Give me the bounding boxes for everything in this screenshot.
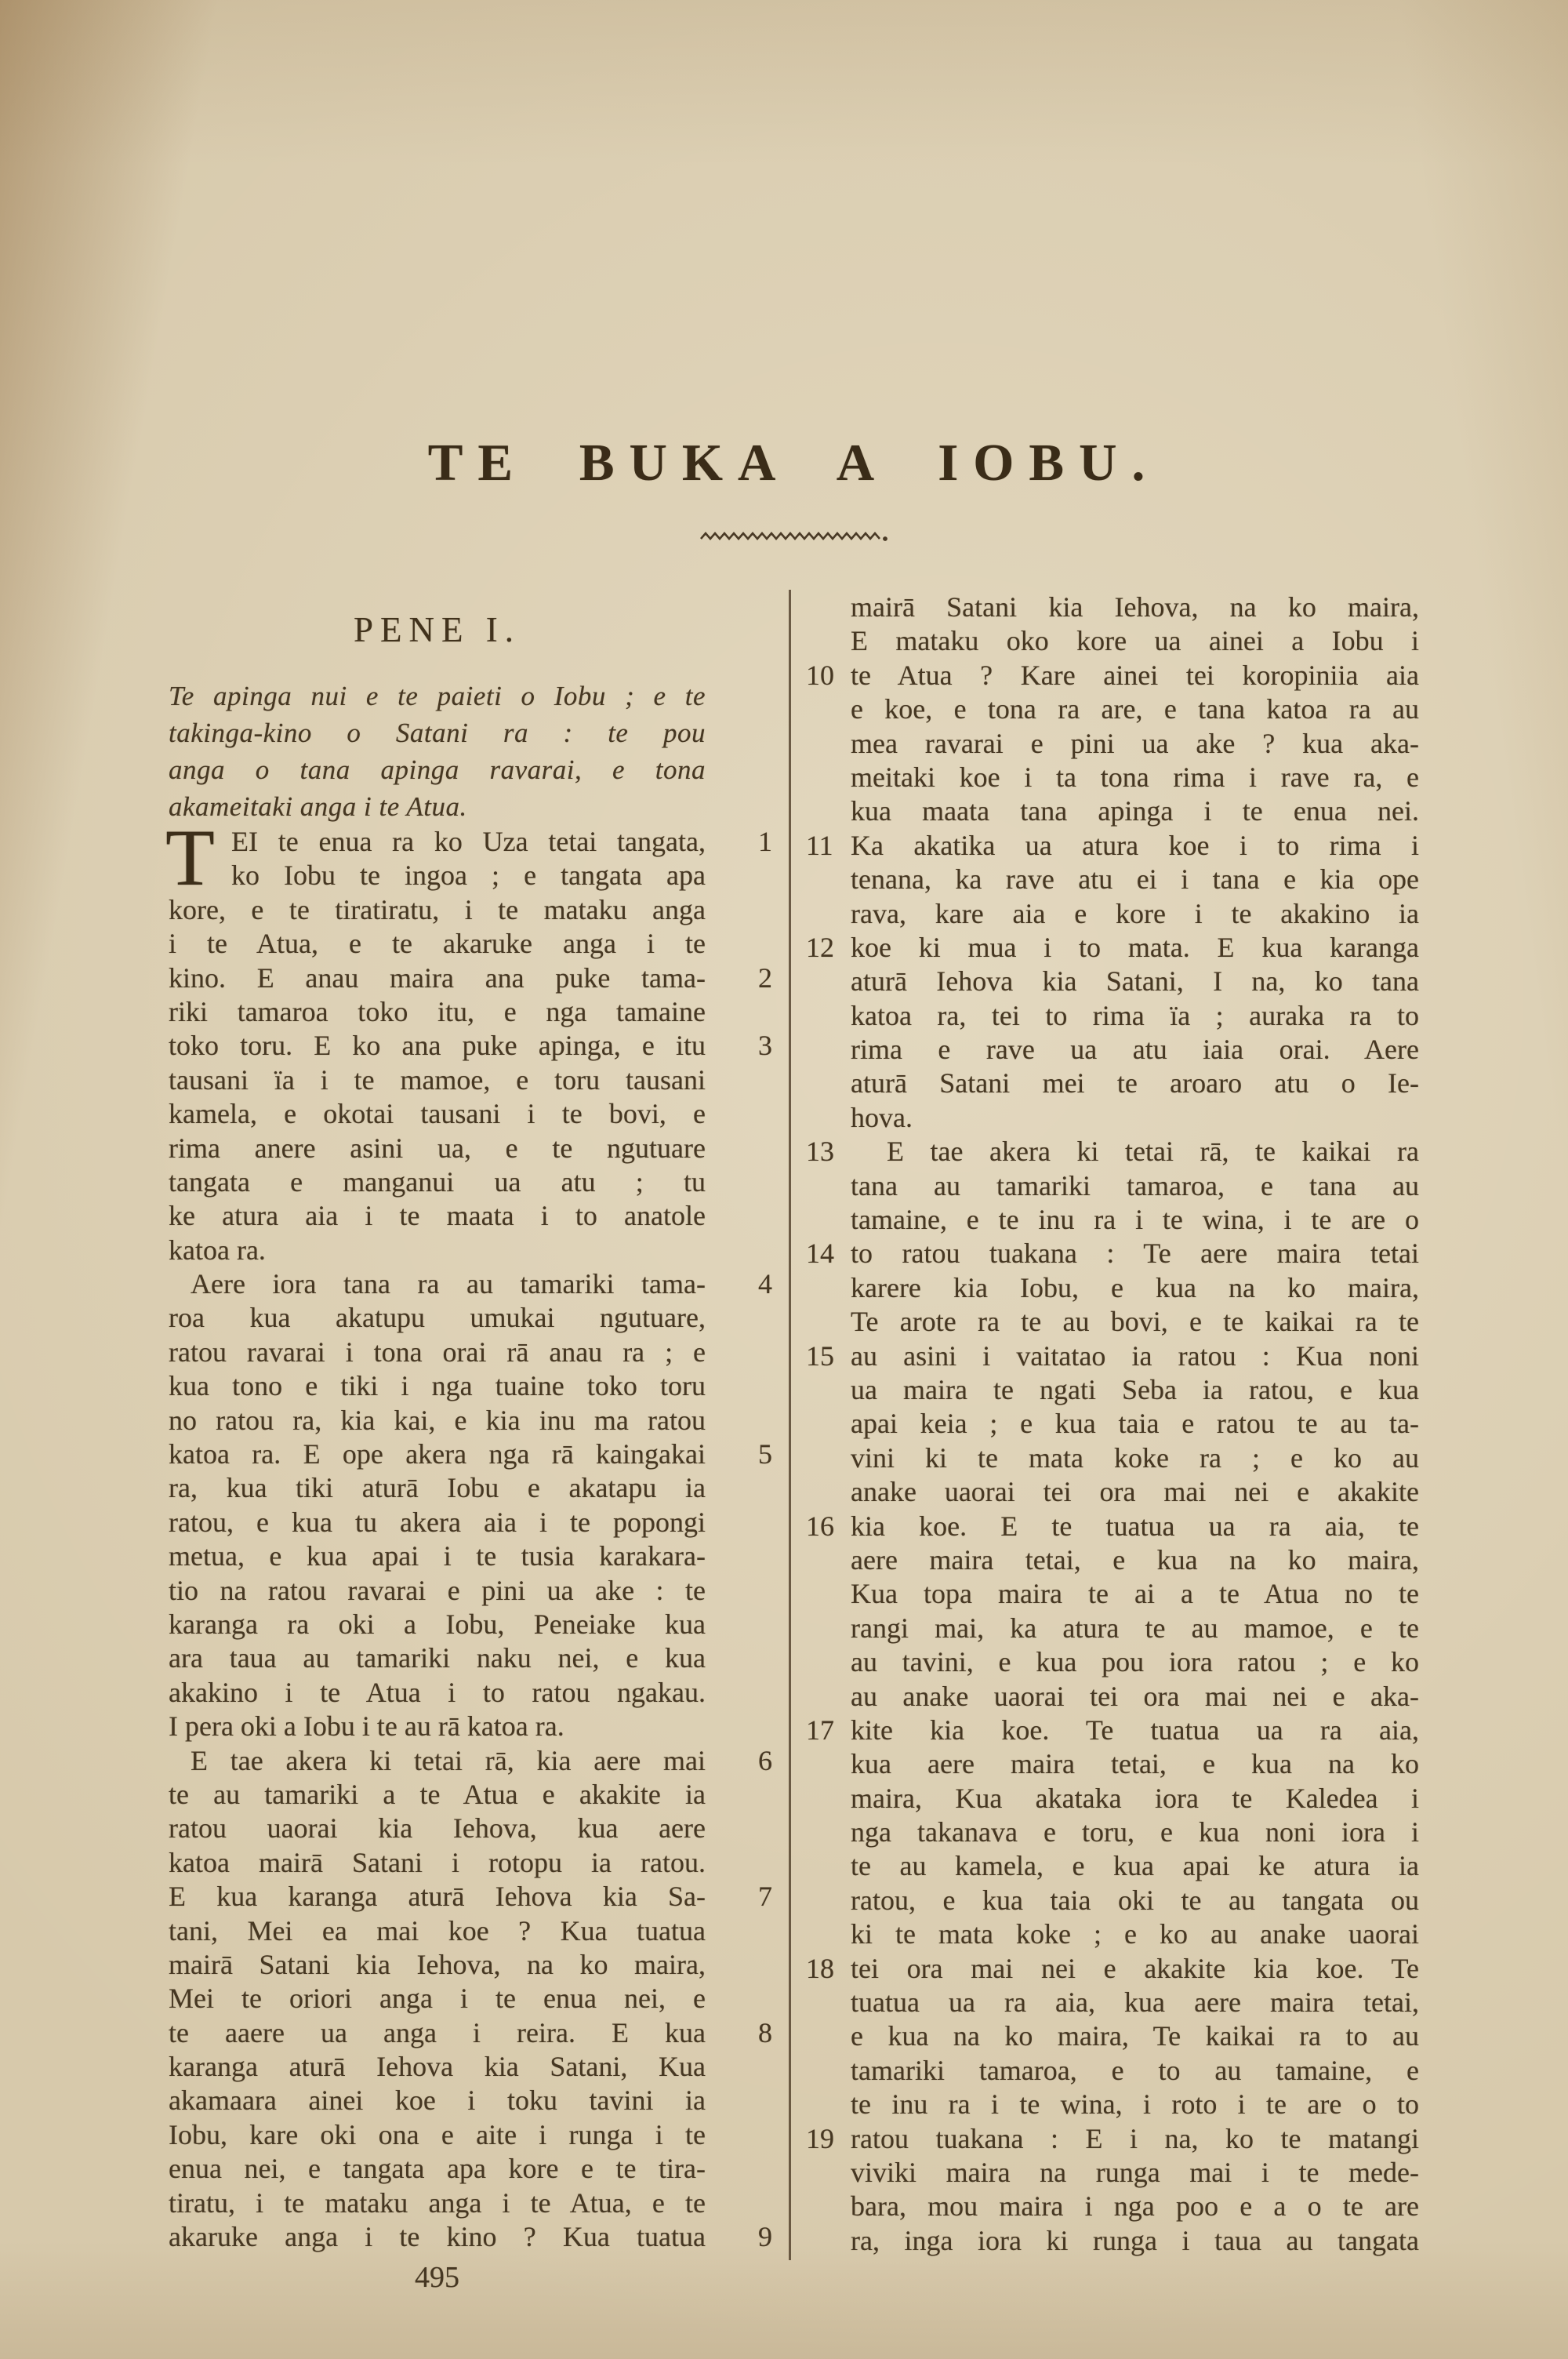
text-line xyxy=(806,1135,1419,1169)
verse-number: 7 xyxy=(758,1881,772,1913)
verse-text: kua maata tana apinga i te enua nei. xyxy=(851,795,1419,827)
text-line xyxy=(169,1199,772,1233)
summary-line: akameitaki anga i te Atua. xyxy=(169,791,467,822)
text-line xyxy=(806,2054,1419,2088)
text-line xyxy=(169,1539,772,1573)
verse-text: Te arote ra te au bovi, e te kaikai ra te xyxy=(851,1306,1419,1338)
verse-text: kino. E anau maira ana puke tama- xyxy=(169,961,706,994)
text-line xyxy=(806,1510,1419,1543)
text-line xyxy=(169,1608,772,1641)
verse-text: kite kia koe. Te tuatua ua ra aia, xyxy=(851,1714,1419,1746)
text-line xyxy=(169,1982,772,2016)
verse-text: Ka akatika ua atura koe i to rima i xyxy=(851,829,1419,861)
verse-text: mairā Satani kia Iehova, na ko maira, xyxy=(851,591,1419,623)
verse-text: no ratou ra, kia kai, e kia inu ma ratou xyxy=(169,1404,706,1436)
verse-text: tausani ïa i te mamoe, e toru tausani xyxy=(169,1063,706,1096)
text-line xyxy=(169,2084,772,2117)
page-number: 495 xyxy=(415,2261,459,2294)
text-line xyxy=(806,624,1419,658)
verse-text: akamaara ainei koe i toku tavini ia xyxy=(169,2085,706,2117)
text-line xyxy=(169,2186,772,2220)
verse-text: au anake uaorai tei ora mai nei e aka- xyxy=(851,1680,1419,1712)
chapter-heading: PENE I. xyxy=(354,610,521,649)
zigzag-rule-icon xyxy=(699,530,889,543)
verse-text: katoa ra, tei to rima ïa ; auraka ra to xyxy=(851,999,1419,1031)
verse-text: akakino i te Atua i to ratou ngakau. xyxy=(169,1676,706,1708)
verse-text: katoa ra. xyxy=(169,1234,266,1266)
verse-text: i te Atua, e te akaruke anga i te xyxy=(169,928,706,960)
text-line xyxy=(169,1744,772,1778)
text-line xyxy=(806,1237,1419,1270)
text-line xyxy=(169,1336,772,1369)
text-line xyxy=(169,2220,772,2254)
text-line xyxy=(806,1169,1419,1203)
verse-text: tio na ratou ravarai e pini ua ake : te xyxy=(169,1574,706,1606)
verse-text: tamaine, e te inu ra i te wina, i te are o xyxy=(851,1204,1419,1236)
verse-text: anake uaorai tei ora mai nei e akakite xyxy=(851,1476,1419,1508)
text-line xyxy=(806,1952,1419,1986)
verse-number: 14 xyxy=(806,1238,834,1270)
verse-number: 8 xyxy=(758,2016,772,2048)
verse-text: bara, mou maira i nga poo e a o te are xyxy=(851,2190,1419,2223)
text-line xyxy=(169,1369,772,1403)
text-line xyxy=(806,1373,1419,1407)
text-line xyxy=(806,591,1419,624)
text-line xyxy=(169,1778,772,1812)
text-line xyxy=(169,1097,772,1131)
verse-text: tana au tamariki tamaroa, e tana au xyxy=(851,1169,1419,1201)
verse-text: apai keia ; e kua taia e ratou te au ta- xyxy=(851,1408,1419,1440)
text-line xyxy=(806,965,1419,998)
verse-text: E mataku oko kore ua ainei a Iobu i xyxy=(851,625,1419,657)
verse-text: tuatua ua ra aia, kua aere maira tetai, xyxy=(851,1986,1419,2019)
text-line xyxy=(806,1305,1419,1339)
drop-cap: T xyxy=(165,813,215,903)
verse-text: ua maira te ngati Seba ia ratou, e kua xyxy=(851,1373,1419,1405)
text-line xyxy=(806,1203,1419,1237)
chapter-summary xyxy=(169,678,706,825)
verse-number: 18 xyxy=(806,1952,834,1984)
summary-line: anga o tana apinga ravarai, e tona xyxy=(169,754,706,785)
summary-line: takinga-kino o Satani ra : te pou xyxy=(169,718,706,748)
verse-text: aturā Iehova kia Satani, I na, ko tana xyxy=(851,965,1419,998)
verse-text: rangi mai, ka atura te au mamoe, e te xyxy=(851,1612,1419,1644)
text-line xyxy=(806,1714,1419,1747)
verse-text: ki te mata koke ; e ko au anake uaorai xyxy=(851,1918,1419,1950)
text-line xyxy=(169,859,772,892)
verse-text: ara taua au tamariki naku nei, e kua xyxy=(169,1642,706,1674)
text-line xyxy=(806,1543,1419,1577)
text-line xyxy=(169,1506,772,1539)
verse-text: mairā Satani kia Iehova, na ko maira, xyxy=(169,1948,706,1980)
text-line xyxy=(806,2224,1419,2258)
verse-text: ratou ravarai i tona orai rā anau ra ; e xyxy=(169,1336,706,1368)
text-line xyxy=(806,1033,1419,1067)
verse-text: E kua karanga aturā Iehova kia Sa- xyxy=(169,1881,706,1913)
text-line xyxy=(169,1574,772,1608)
verse-number: 6 xyxy=(758,1744,772,1776)
verse-text: ratou, e kua taia oki te au tangata ou xyxy=(851,1884,1419,1916)
verse-text: ke atura aia i te maata i to anatole xyxy=(169,1200,706,1232)
verse-text: kua tono e tiki i nga tuaine toko toru xyxy=(169,1370,706,1402)
verse-text: tenana, ka rave atu ei i tana e kia ope xyxy=(851,863,1419,896)
text-line xyxy=(169,1846,772,1880)
text-line xyxy=(806,1407,1419,1441)
verse-text: te au tamariki a te Atua e akakite ia xyxy=(169,1778,706,1810)
verse-text: I pera oki a Iobu i te au rā katoa ra. xyxy=(169,1710,564,1743)
verse-text: Mei te oriori anga i te enua nei, e xyxy=(169,1983,706,2015)
verse-text: ra, kua tiki aturā Iobu e akatapu ia xyxy=(169,1472,706,1504)
verse-text: E tae akera ki tetai rā, te kaikai ra xyxy=(887,1136,1419,1168)
text-line xyxy=(169,1301,772,1335)
verse-text: kua aere maira tetai, e kua na ko xyxy=(851,1748,1419,1780)
text-line xyxy=(169,1880,772,1914)
text-line xyxy=(169,1029,772,1063)
text-line xyxy=(169,1471,772,1505)
text-line xyxy=(806,931,1419,965)
verse-text: karanga aturā Iehova kia Satani, Kua xyxy=(169,2051,706,2083)
text-line xyxy=(806,1849,1419,1883)
text-line xyxy=(169,1132,772,1165)
text-line xyxy=(806,1816,1419,1849)
verse-text: aturā Satani mei te aroaro atu o Ie- xyxy=(851,1067,1419,1100)
text-line xyxy=(169,1914,772,1948)
text-line xyxy=(169,1812,772,1845)
verse-text: ra, inga iora ki runga i taua au tangata xyxy=(851,2224,1419,2256)
text-line xyxy=(169,2016,772,2050)
verse-text: to ratou tuakana : Te aere maira tetai xyxy=(851,1238,1419,1270)
text-line xyxy=(806,2019,1419,2053)
verse-text: te Atua ? Kare ainei tei koropiniia aia xyxy=(851,659,1419,691)
verse-number: 9 xyxy=(758,2221,772,2253)
verse-number: 2 xyxy=(758,961,772,994)
verse-text: Aere iora tana ra au tamariki tama- xyxy=(191,1268,706,1300)
text-line xyxy=(806,1475,1419,1509)
text-line xyxy=(806,1747,1419,1781)
verse-text: toko toru. E ko ana puke apinga, e itu xyxy=(169,1030,706,1062)
verse-text: EI te enua ra ko Uza tetai tangata, xyxy=(231,826,706,857)
verse-text: karere kia Iobu, e kua na ko maira, xyxy=(851,1271,1419,1303)
text-line xyxy=(806,1680,1419,1714)
text-line xyxy=(806,1782,1419,1816)
verse-number: 5 xyxy=(758,1438,772,1470)
text-line xyxy=(169,1234,772,1267)
text-line xyxy=(169,1165,772,1199)
text-line xyxy=(169,1710,772,1743)
text-line xyxy=(806,1067,1419,1100)
title-ornament xyxy=(169,530,1419,547)
verse-text: enua nei, e tangata apa kore e te tira- xyxy=(169,2153,706,2185)
column-divider xyxy=(789,590,791,2260)
verse-number: 4 xyxy=(758,1268,772,1300)
verse-number: 3 xyxy=(758,1030,772,1062)
text-line xyxy=(806,692,1419,726)
verse-text: te inu ra i te wina, i roto i te are o to xyxy=(851,2088,1419,2121)
verse-text: karanga ra oki a Iobu, Peneiake kua xyxy=(169,1608,706,1640)
verse-text: viviki maira na runga mai i te mede- xyxy=(851,2156,1419,2188)
text-line xyxy=(169,2152,772,2186)
verse-text: hova. xyxy=(851,1101,913,1133)
verse-text: kamela, e okotai tausani i te bovi, e xyxy=(169,1098,706,1130)
verse-text: tiratu, i te mataku anga i te Atua, e te xyxy=(169,2186,706,2219)
verse-number: 11 xyxy=(806,829,833,861)
text-line xyxy=(169,1948,772,1982)
text-line xyxy=(169,2118,772,2152)
verse-text: meitaki koe i ta tona rima i rave ra, e xyxy=(851,761,1419,793)
text-line xyxy=(806,2088,1419,2121)
text-line xyxy=(806,1339,1419,1373)
verse-text: E tae akera ki tetai rā, kia aere mai xyxy=(191,1744,706,1776)
text-line xyxy=(169,1641,772,1675)
text-line xyxy=(169,1438,772,1471)
verse-text: ratou uaorai kia Iehova, kua aere xyxy=(169,1812,706,1845)
summary-line: Te apinga nui e te paieti o Iobu ; e te xyxy=(169,681,706,711)
verse-text: riki tamaroa toko itu, e nga tamaine xyxy=(169,995,706,1027)
text-line xyxy=(806,999,1419,1033)
text-line xyxy=(169,927,772,961)
text-line xyxy=(806,659,1419,692)
text-line xyxy=(806,2122,1419,2156)
text-line xyxy=(169,893,772,927)
text-line xyxy=(169,1267,772,1301)
verse-text: Kua topa maira te ai a te Atua no te xyxy=(851,1578,1419,1610)
text-line xyxy=(806,1645,1419,1679)
text-line xyxy=(806,727,1419,761)
verse-text: katoa mairā Satani i rotopu ia ratou. xyxy=(169,1846,706,1878)
verse-text: aere maira tetai, e kua na ko maira, xyxy=(851,1543,1419,1576)
text-line xyxy=(169,1676,772,1710)
verse-number: 13 xyxy=(806,1136,834,1168)
verse-text: rima e rave ua atu iaia orai. Aere xyxy=(851,1034,1419,1066)
verse-text: katoa ra. E ope akera nga rā kaingakai xyxy=(169,1438,706,1470)
text-line xyxy=(169,825,772,859)
left-column-text xyxy=(165,813,772,2254)
verse-text: metua, e kua apai i te tusia karakara- xyxy=(169,1540,706,1572)
verse-text: te aaere ua anga i reira. E kua xyxy=(169,2016,706,2048)
verse-text: ratou, e kua tu akera aia i te popongi xyxy=(169,1506,706,1538)
text-line xyxy=(806,794,1419,828)
text-line xyxy=(806,761,1419,794)
text-line xyxy=(169,995,772,1029)
verse-text: e kua na ko maira, Te kaikai ra to au xyxy=(851,2020,1419,2052)
verse-text: ratou tuakana : E i na, ko te matangi xyxy=(851,2122,1419,2154)
verse-text: au asini i vaitatao ia ratou : Kua noni xyxy=(851,1339,1419,1372)
verse-text: au tavini, e kua pou iora ratou ; e ko xyxy=(851,1646,1419,1678)
verse-text: akaruke anga i te kino ? Kua tuatua xyxy=(169,2221,706,2253)
text-line xyxy=(806,1884,1419,1917)
verse-number: 19 xyxy=(806,2122,834,2154)
verse-text: ko Iobu te ingoa ; e tangata apa xyxy=(231,860,706,892)
text-line xyxy=(806,1577,1419,1611)
text-line xyxy=(806,1612,1419,1645)
text-line xyxy=(806,2190,1419,2223)
text-line xyxy=(806,897,1419,931)
verse-text: tamariki tamaroa, e to au tamaine, e xyxy=(851,2054,1419,2086)
verse-number: 15 xyxy=(806,1339,834,1372)
verse-text: mea ravarai e pini ua ake ? kua aka- xyxy=(851,727,1419,759)
verse-text: roa kua akatupu umukai ngutuare, xyxy=(169,1302,706,1334)
verse-text: nga takanava e toru, e kua noni iora i xyxy=(851,1816,1419,1848)
text-line xyxy=(169,1063,772,1097)
text-line xyxy=(806,1271,1419,1305)
verse-text: rava, kare aia e kore i te akakino ia xyxy=(851,897,1419,929)
verse-text: e koe, e tona ra are, e tana katoa ra au xyxy=(851,693,1419,725)
verse-text: kia koe. E te tuatua ua ra aia, te xyxy=(851,1510,1419,1542)
verse-text: tangata e manganui ua atu ; tu xyxy=(169,1165,706,1198)
page-title: TE BUKA A IOBU. xyxy=(427,434,1160,492)
verse-number: 1 xyxy=(758,826,772,857)
verse-number: 17 xyxy=(806,1714,834,1746)
text-line xyxy=(806,829,1419,863)
right-column-text xyxy=(806,591,1419,2258)
verse-number: 12 xyxy=(806,931,834,963)
verse-number: 10 xyxy=(806,659,834,691)
text-line xyxy=(806,863,1419,896)
text-line xyxy=(806,1101,1419,1135)
text-line xyxy=(806,2156,1419,2190)
verse-number: 16 xyxy=(806,1510,834,1542)
verse-text: koe ki mua i to mata. E kua karanga xyxy=(851,931,1419,963)
verse-text: tei ora mai nei e akakite kia koe. Te xyxy=(851,1952,1419,1984)
left-column xyxy=(165,610,772,2254)
text-line xyxy=(169,2050,772,2084)
text-line xyxy=(169,961,772,995)
verse-text: vini ki te mata koke ra ; e ko au xyxy=(851,1441,1419,1474)
text-line xyxy=(806,1986,1419,2019)
verse-text: te au kamela, e kua apai ke atura ia xyxy=(851,1850,1419,1882)
verse-text: Iobu, kare oki ona e aite i runga i te xyxy=(169,2118,706,2150)
right-column xyxy=(806,591,1419,2258)
text-line xyxy=(806,1917,1419,1951)
text-line xyxy=(169,1404,772,1438)
text-line xyxy=(806,1441,1419,1475)
verse-text: kore, e te tiratiratu, i te mataku anga xyxy=(169,893,706,925)
verse-text: rima anere asini ua, e te ngutuare xyxy=(169,1132,706,1164)
verse-text: maira, Kua akataka iora te Kaledea i xyxy=(851,1782,1419,1814)
verse-text: tani, Mei ea mai koe ? Kua tuatua xyxy=(169,1914,706,1946)
